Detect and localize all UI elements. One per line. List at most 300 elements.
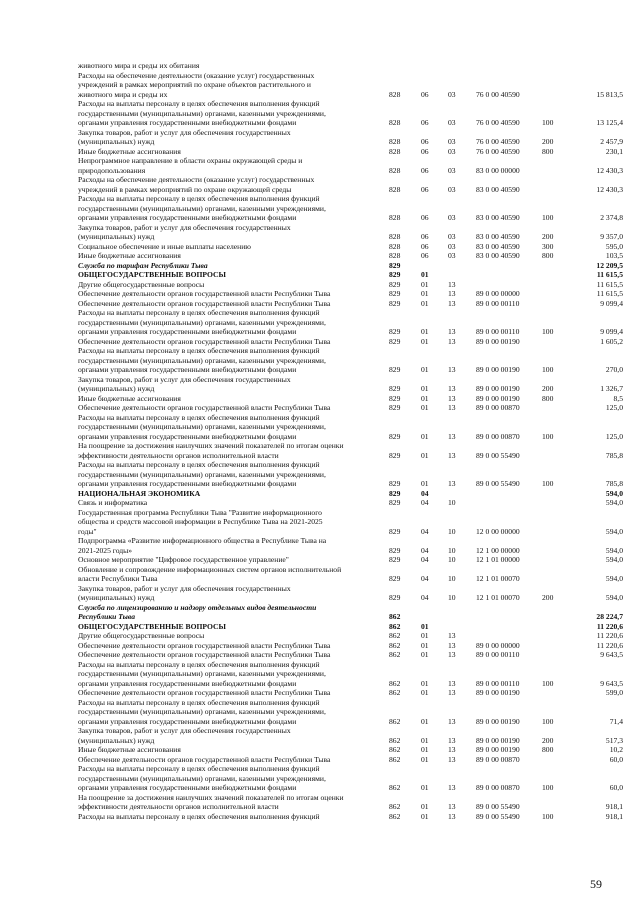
row-section-code: 01	[421, 327, 429, 336]
table-row	[78, 508, 623, 537]
row-section-code: 01	[421, 393, 429, 403]
page-number: 59	[590, 877, 602, 891]
table-row	[78, 71, 623, 100]
row-expense-type-code: 200	[542, 735, 554, 745]
row-amount: 11 615,5	[596, 279, 623, 289]
row-subsection-code: 13	[448, 327, 456, 336]
table-row	[78, 460, 623, 489]
row-department-code: 862	[389, 716, 401, 726]
row-department-code: 862	[389, 735, 401, 745]
row-amount: 10,2	[609, 745, 623, 754]
row-name: Служба по лицензированию и надзору отдельных видов деятельности Республики Тыва	[78, 602, 317, 621]
row-target-article-code: 89 0 00 00000	[476, 640, 520, 650]
table-row	[78, 223, 623, 242]
row-department-code: 862	[389, 631, 401, 640]
row-name: Иные бюджетные ассигнования	[78, 251, 181, 260]
row-section-code: 01	[421, 745, 429, 754]
table-row	[78, 346, 623, 375]
row-subsection-code: 03	[448, 118, 456, 127]
row-target-article-code: 89 0 00 00190	[476, 336, 520, 346]
row-department-code: 829	[389, 555, 401, 564]
row-subsection-code: 10	[448, 555, 456, 564]
row-department-code: 828	[389, 118, 401, 127]
table-row	[78, 536, 623, 555]
row-amount: 9 357,0	[600, 232, 623, 241]
row-amount: 8,5	[613, 393, 623, 403]
row-subsection-code: 13	[448, 365, 456, 374]
row-target-article-code: 83 0 00 40590	[476, 241, 520, 251]
table-row	[78, 403, 623, 413]
row-section-code: 01	[421, 811, 429, 821]
row-amount: 103,5	[605, 251, 623, 260]
row-amount: 9 643,5	[600, 678, 623, 688]
row-name: Другие общегосударственные вопросы	[78, 279, 205, 289]
row-section-code: 01	[421, 735, 429, 745]
table-row	[78, 394, 623, 404]
row-subsection-code: 03	[448, 146, 456, 156]
row-department-code: 829	[389, 403, 401, 412]
row-amount: 594,0	[605, 555, 623, 564]
row-department-code: 862	[389, 688, 401, 697]
row-target-article-code: 83 0 00 40590	[476, 184, 520, 194]
row-subsection-code: 13	[448, 745, 456, 754]
row-name: Расходы на выплаты персоналу в целях обеспечения выполнения функций государственными (муниципальными) органами, казенными учреждениями, органами управления государственными внебюджетными фондами	[78, 764, 326, 792]
row-subsection-code: 13	[448, 279, 456, 289]
row-section-code: 06	[421, 165, 429, 175]
row-subsection-code: 10	[448, 498, 456, 507]
row-amount: 594,0	[605, 488, 623, 498]
row-amount: 11 220,6	[596, 631, 623, 640]
row-subsection-code: 13	[448, 678, 456, 688]
row-department-code: 862	[389, 640, 401, 650]
row-expense-type-code: 100	[542, 811, 554, 821]
row-section-code: 01	[421, 754, 429, 764]
row-department-code: 829	[389, 270, 401, 279]
row-amount: 9 099,4	[600, 298, 623, 308]
table-row	[78, 584, 623, 603]
row-section-code: 04	[421, 593, 429, 602]
row-subsection-code: 10	[448, 593, 456, 602]
row-amount: 28 224,7	[596, 612, 623, 621]
row-section-code: 01	[421, 716, 429, 726]
row-name: Расходы на выплаты персоналу в целях обеспечения выполнения функций государственными (муниципальными) органами, казенными учреждениями, органами управления государственными внебюджетными фондами	[78, 659, 326, 688]
row-name: Расходы на обеспечение деятельности (оказание услуг) государственных учреждений в рамках мероприятий по охране объектов растительного и животного мира и среды их	[78, 70, 315, 99]
row-section-code: 06	[421, 89, 429, 99]
row-subsection-code: 13	[448, 716, 456, 726]
row-subsection-code: 03	[448, 137, 456, 146]
row-amount: 9 643,5	[600, 650, 623, 659]
row-target-article-code: 12 1 01 00070	[476, 593, 520, 602]
row-name: Обеспечение деятельности органов государственной власти Республики Тыва	[78, 298, 331, 308]
row-subsection-code: 13	[448, 393, 456, 403]
table-row	[78, 156, 623, 175]
row-section-code: 04	[421, 574, 429, 583]
row-amount: 595,0	[605, 241, 623, 251]
budget-table	[78, 61, 623, 821]
row-department-code: 828	[389, 232, 401, 241]
row-expense-type-code: 100	[542, 213, 554, 222]
row-target-article-code: 89 0 00 55490	[476, 811, 520, 821]
row-subsection-code: 13	[448, 289, 456, 298]
row-subsection-code: 13	[448, 631, 456, 640]
row-department-code: 829	[389, 431, 401, 441]
row-name: На поощрение за достижения наилучших значений показателей по итогам оценки эффективности деятельности органов исполнительной власти	[78, 792, 344, 811]
row-subsection-code: 13	[448, 298, 456, 308]
table-row	[78, 793, 623, 812]
row-amount: 11 615,5	[596, 270, 623, 279]
row-name: Государственная программа Республики Тыва "Развитие информационного общества и средств массовой информации в Республике Тыва на 2021-2025 годы"	[78, 507, 323, 536]
row-target-article-code: 89 0 00 00110	[476, 298, 520, 308]
row-target-article-code: 89 0 00 00870	[476, 754, 520, 764]
row-subsection-code: 03	[448, 89, 456, 99]
row-expense-type-code: 200	[542, 384, 554, 393]
row-expense-type-code: 100	[542, 327, 554, 336]
row-subsection-code: 13	[448, 754, 456, 764]
row-section-code: 06	[421, 184, 429, 194]
row-subsection-code: 10	[448, 545, 456, 555]
row-name: Служба по тарифам Республики Тыва	[78, 260, 208, 270]
row-department-code: 829	[389, 260, 401, 270]
row-subsection-code: 03	[448, 251, 456, 260]
row-amount: 11 220,6	[596, 621, 623, 631]
row-amount: 60,0	[609, 754, 623, 764]
row-target-article-code: 89 0 00 00110	[476, 327, 520, 336]
row-target-article-code: 76 0 00 40590	[476, 137, 520, 146]
row-department-code: 829	[389, 479, 401, 488]
row-name: Обеспечение деятельности органов государственной власти Республики Тыва	[78, 754, 331, 764]
row-name: На поощрение за достижения наилучших значений показателей по итогам оценки эффективности деятельности органов исполнительной власти	[78, 441, 344, 460]
row-subsection-code: 13	[448, 802, 456, 811]
row-expense-type-code: 100	[542, 365, 554, 374]
row-section-code: 01	[421, 365, 429, 374]
row-name: Обеспечение деятельности органов государственной власти Республики Тыва	[78, 688, 331, 697]
table-row	[78, 251, 623, 261]
row-subsection-code: 10	[448, 526, 456, 536]
row-section-code: 01	[421, 431, 429, 441]
row-target-article-code: 12 1 01 00000	[476, 555, 520, 564]
row-name: Подпрограмма «Развитие информационного общества в Республике Тыва на 2021-2025 годы»	[78, 536, 327, 555]
row-subsection-code: 13	[448, 431, 456, 441]
row-name: Иные бюджетные ассигнования	[78, 146, 181, 156]
row-name: Закупка товаров, работ и услуг для обеспечения государственных (муниципальных) нужд	[78, 374, 291, 393]
row-section-code: 01	[421, 621, 429, 631]
row-target-article-code: 76 0 00 40590	[476, 146, 520, 156]
table-row	[78, 289, 623, 299]
row-amount: 594,0	[605, 526, 623, 536]
row-department-code: 862	[389, 612, 401, 621]
row-name: Иные бюджетные ассигнования	[78, 393, 181, 403]
table-row	[78, 498, 623, 508]
row-name: Обеспечение деятельности органов государственной власти Республики Тыва	[78, 289, 331, 298]
row-department-code: 862	[389, 745, 401, 754]
row-department-code: 862	[389, 621, 401, 631]
table-row	[78, 641, 623, 651]
row-name: Расходы на обеспечение деятельности (оказание услуг) государственных учреждений в рамках мероприятий по охране окружающей среды	[78, 175, 315, 194]
row-expense-type-code: 800	[542, 146, 554, 156]
row-name: Обеспечение деятельности органов государственной власти Республики Тыва	[78, 650, 331, 659]
row-expense-type-code: 800	[542, 251, 554, 260]
row-subsection-code: 03	[448, 232, 456, 241]
row-amount: 125,0	[605, 431, 623, 441]
row-expense-type-code: 800	[542, 745, 554, 754]
row-target-article-code: 12 0 00 00000	[476, 526, 520, 536]
row-target-article-code: 89 0 00 00110	[476, 650, 520, 659]
table-row	[78, 194, 623, 223]
row-subsection-code: 13	[448, 384, 456, 393]
row-name: Обеспечение деятельности органов государственной власти Республики Тыва	[78, 336, 331, 346]
row-name: Основное мероприятие "Цифровое государственное управление"	[78, 555, 289, 564]
table-row	[78, 99, 623, 128]
row-expense-type-code: 100	[542, 783, 554, 792]
row-department-code: 828	[389, 184, 401, 194]
row-name: Расходы на выплаты персоналу в целях обеспечения выполнения функций государственными (муниципальными) органами, казенными учреждениями, органами управления государственными внебюджетными фондами	[78, 308, 326, 336]
row-name: Расходы на выплаты персоналу в целях обеспечения выполнения функций государственными (муниципальными) органами, казенными учреждениями, органами управления государственными внебюджетными фондами	[78, 194, 326, 222]
row-expense-type-code: 100	[542, 716, 554, 726]
table-row	[78, 726, 623, 745]
table-row	[78, 698, 623, 727]
row-subsection-code: 13	[448, 735, 456, 745]
row-name: Обеспечение деятельности органов государственной власти Республики Тыва	[78, 640, 331, 650]
row-department-code: 828	[389, 165, 401, 175]
row-amount: 13 125,4	[596, 118, 623, 127]
table-row	[78, 337, 623, 347]
row-department-code: 862	[389, 678, 401, 688]
row-department-code: 829	[389, 593, 401, 602]
row-section-code: 01	[421, 650, 429, 659]
table-row	[78, 147, 623, 157]
row-amount: 11 615,5	[596, 289, 623, 298]
row-target-article-code: 83 0 00 40590	[476, 232, 520, 241]
row-target-article-code: 12 1 01 00070	[476, 574, 520, 583]
row-department-code: 862	[389, 754, 401, 764]
row-name: Расходы на выплаты персоналу в целях обеспечения выполнения функций государственными (муниципальными) органами, казенными учреждениями, органами управления государственными внебюджетными фондами	[78, 460, 326, 488]
row-section-code: 01	[421, 298, 429, 308]
row-department-code: 828	[389, 241, 401, 251]
row-name: ОБЩЕГОСУДАРСТВЕННЫЕ ВОПРОСЫ	[78, 270, 226, 279]
row-target-article-code: 83 0 00 40590	[476, 213, 520, 222]
table-row	[78, 308, 623, 337]
row-department-code: 828	[389, 213, 401, 222]
row-name: Иные бюджетные ассигнования	[78, 745, 181, 754]
row-amount: 785,8	[605, 479, 623, 488]
row-department-code: 828	[389, 146, 401, 156]
row-name: Обеспечение деятельности органов государственной власти Республики Тыва	[78, 403, 331, 412]
row-target-article-code: 89 0 00 00190	[476, 688, 520, 697]
row-department-code: 829	[389, 574, 401, 583]
row-name: ОБЩЕГОСУДАРСТВЕННЫЕ ВОПРОСЫ	[78, 621, 226, 631]
row-amount: 918,1	[605, 811, 623, 821]
row-department-code: 828	[389, 137, 401, 146]
row-department-code: 829	[389, 498, 401, 507]
row-subsection-code: 13	[448, 650, 456, 659]
table-row	[78, 413, 623, 442]
row-department-code: 829	[389, 298, 401, 308]
row-amount: 125,0	[605, 403, 623, 412]
table-row	[78, 441, 623, 460]
row-amount: 2 374,8	[600, 213, 623, 222]
row-target-article-code: 89 0 00 55490	[476, 450, 520, 460]
row-expense-type-code: 100	[542, 118, 554, 127]
table-row	[78, 764, 623, 793]
row-section-code: 01	[421, 270, 429, 279]
row-department-code: 829	[389, 545, 401, 555]
row-name: животного мира и среды их обитания	[78, 61, 200, 70]
row-section-code: 06	[421, 251, 429, 260]
row-section-code: 01	[421, 688, 429, 697]
row-expense-type-code: 200	[542, 593, 554, 602]
row-section-code: 01	[421, 384, 429, 393]
row-subsection-code: 03	[448, 165, 456, 175]
table-row	[78, 688, 623, 698]
row-target-article-code: 89 0 00 00870	[476, 403, 520, 412]
row-amount: 12 209,5	[596, 260, 623, 270]
row-section-code: 04	[421, 498, 429, 507]
row-department-code: 829	[389, 450, 401, 460]
row-section-code: 06	[421, 232, 429, 241]
table-row	[78, 622, 623, 632]
row-section-code: 01	[421, 783, 429, 792]
row-section-code: 01	[421, 479, 429, 488]
row-name: Расходы на выплаты персоналу в целях обеспечения выполнения функций	[78, 811, 320, 821]
row-target-article-code: 89 0 00 00110	[476, 678, 520, 688]
row-section-code: 04	[421, 555, 429, 564]
row-amount: 60,0	[609, 783, 623, 792]
row-amount: 270,0	[605, 365, 623, 374]
row-amount: 594,0	[605, 593, 623, 602]
table-row	[78, 128, 623, 147]
table-row	[78, 660, 623, 689]
row-subsection-code: 13	[448, 336, 456, 346]
row-subsection-code: 03	[448, 184, 456, 194]
row-department-code: 862	[389, 802, 401, 811]
row-subsection-code: 13	[448, 403, 456, 412]
row-section-code: 06	[421, 137, 429, 146]
row-name: Другие общегосударственные вопросы	[78, 631, 205, 640]
table-row	[78, 489, 623, 499]
row-subsection-code: 13	[448, 783, 456, 792]
row-department-code: 829	[389, 279, 401, 289]
row-target-article-code: 76 0 00 40590	[476, 89, 520, 99]
row-section-code: 04	[421, 526, 429, 536]
row-name: Закупка товаров, работ и услуг для обеспечения государственных (муниципальных) нужд	[78, 222, 291, 241]
row-amount: 230,1	[605, 146, 623, 156]
table-row	[78, 270, 623, 280]
row-amount: 599,0	[605, 688, 623, 697]
row-department-code: 829	[389, 289, 401, 298]
row-expense-type-code: 300	[542, 241, 554, 251]
row-name: Расходы на выплаты персоналу в целях обеспечения выполнения функций государственными (муниципальными) органами, казенными учреждениями, органами управления государственными внебюджетными фондами	[78, 412, 326, 441]
table-row	[78, 280, 623, 290]
row-name: Расходы на выплаты персоналу в целях обеспечения выполнения функций государственными (муниципальными) органами, казенными учреждениями, органами управления государственными внебюджетными фондами	[78, 346, 326, 374]
row-department-code: 828	[389, 251, 401, 260]
row-target-article-code: 12 1 00 00000	[476, 545, 520, 555]
table-row	[78, 299, 623, 309]
row-expense-type-code: 100	[542, 479, 554, 488]
row-subsection-code: 13	[448, 811, 456, 821]
row-subsection-code: 13	[448, 450, 456, 460]
row-name: Социальное обеспечение и иные выплаты населению	[78, 241, 251, 251]
row-department-code: 862	[389, 811, 401, 821]
table-row	[78, 261, 623, 271]
row-amount: 785,8	[605, 450, 623, 460]
row-name: Связь и информатика	[78, 498, 148, 507]
row-amount: 11 220,6	[596, 640, 623, 650]
row-amount: 9 099,4	[600, 327, 623, 336]
row-section-code: 01	[421, 279, 429, 289]
row-amount: 12 430,3	[596, 165, 623, 175]
row-department-code: 829	[389, 384, 401, 393]
row-target-article-code: 89 0 00 00190	[476, 393, 520, 403]
row-amount: 594,0	[605, 574, 623, 583]
row-section-code: 01	[421, 336, 429, 346]
row-target-article-code: 89 0 00 00190	[476, 745, 520, 754]
row-department-code: 829	[389, 488, 401, 498]
row-section-code: 06	[421, 213, 429, 222]
row-name: Закупка товаров, работ и услуг для обеспечения государственных (муниципальных) нужд	[78, 127, 291, 146]
row-target-article-code: 83 0 00 40590	[476, 251, 520, 260]
row-target-article-code: 83 0 00 00000	[476, 165, 520, 175]
row-department-code: 828	[389, 89, 401, 99]
row-section-code: 01	[421, 640, 429, 650]
row-amount: 918,1	[605, 802, 623, 811]
row-target-article-code: 76 0 00 40590	[476, 118, 520, 127]
row-section-code: 06	[421, 241, 429, 251]
row-expense-type-code: 200	[542, 232, 554, 241]
row-amount: 15 813,5	[596, 89, 623, 99]
row-target-article-code: 89 0 00 00190	[476, 735, 520, 745]
row-subsection-code: 13	[448, 640, 456, 650]
row-section-code: 04	[421, 488, 429, 498]
row-subsection-code: 13	[448, 479, 456, 488]
table-row	[78, 555, 623, 565]
row-amount: 12 430,3	[596, 184, 623, 194]
row-department-code: 829	[389, 327, 401, 336]
row-name: Обновление и сопровождение информационных систем органов исполнительной власти Республики Тыва	[78, 564, 342, 583]
table-row	[78, 812, 623, 822]
table-row	[78, 631, 623, 641]
row-department-code: 829	[389, 526, 401, 536]
table-row	[78, 565, 623, 584]
row-section-code: 04	[421, 545, 429, 555]
row-amount: 517,3	[605, 735, 623, 745]
row-name: Расходы на выплаты персоналу в целях обеспечения выполнения функций государственными (муниципальными) органами, казенными учреждениями, органами управления государственными внебюджетными фондами	[78, 697, 326, 726]
table-row	[78, 650, 623, 660]
table-row	[78, 745, 623, 755]
table-row	[78, 242, 623, 252]
row-subsection-code: 03	[448, 213, 456, 222]
row-target-article-code: 89 0 00 00870	[476, 783, 520, 792]
row-amount: 594,0	[605, 545, 623, 555]
row-expense-type-code: 200	[542, 137, 554, 146]
row-section-code: 01	[421, 678, 429, 688]
row-amount: 71,4	[609, 716, 623, 726]
row-subsection-code: 10	[448, 574, 456, 583]
row-name: Расходы на выплаты персоналу в целях обеспечения выполнения функций государственными (муниципальными) органами, казенными учреждениями, органами управления государственными внебюджетными фондами	[78, 99, 326, 127]
row-target-article-code: 89 0 00 00190	[476, 716, 520, 726]
row-amount: 2 457,9	[600, 137, 623, 146]
row-target-article-code: 89 0 00 00870	[476, 431, 520, 441]
row-expense-type-code: 100	[542, 678, 554, 688]
row-name: Закупка товаров, работ и услуг для обеспечения государственных (муниципальных) нужд	[78, 583, 291, 602]
row-target-article-code: 89 0 00 00190	[476, 384, 520, 393]
row-amount: 1 605,2	[600, 336, 623, 346]
row-target-article-code: 89 0 00 00190	[476, 365, 520, 374]
row-department-code: 862	[389, 783, 401, 792]
row-name: Непрограммное направление в области охраны окружающей среды и природопользования	[78, 156, 303, 175]
table-row	[78, 755, 623, 765]
row-subsection-code: 03	[448, 241, 456, 251]
row-department-code: 829	[389, 336, 401, 346]
